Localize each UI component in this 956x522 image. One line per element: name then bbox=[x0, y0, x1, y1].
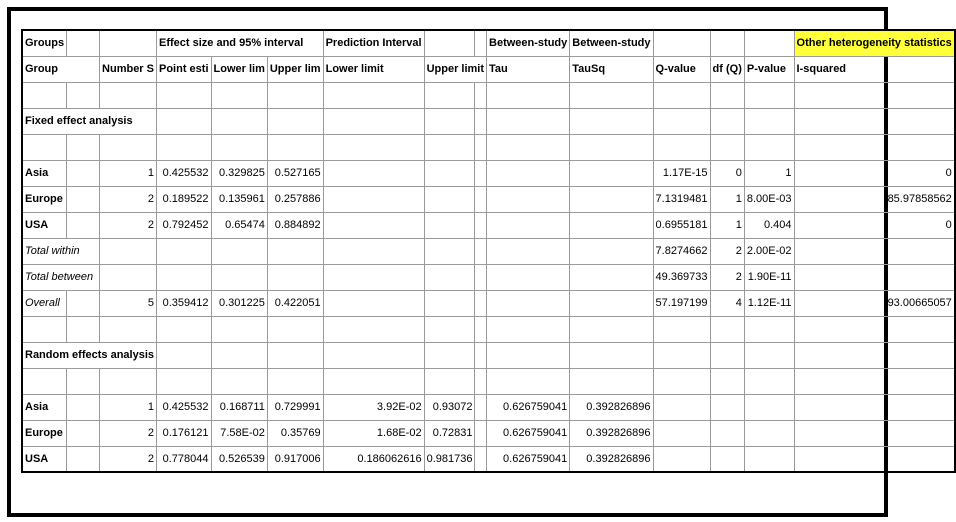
point-estimate[interactable]: 0.425532 bbox=[157, 160, 212, 186]
point-estimate[interactable]: 0.176121 bbox=[157, 420, 212, 446]
number-studies[interactable]: 1 bbox=[100, 160, 157, 186]
cell[interactable] bbox=[744, 30, 794, 56]
lower-limit[interactable]: 0.135961 bbox=[211, 186, 267, 212]
table-row bbox=[22, 160, 955, 186]
results-table bbox=[21, 29, 956, 473]
number-studies[interactable]: 1 bbox=[100, 394, 157, 420]
tausq[interactable]: 0.392826896 bbox=[570, 420, 653, 446]
number-studies[interactable]: 2 bbox=[100, 212, 157, 238]
prediction-upper[interactable]: 0.981736 bbox=[424, 446, 475, 472]
upper-limit[interactable]: 0.884892 bbox=[267, 212, 323, 238]
q-value[interactable]: 7.8274662 bbox=[653, 238, 710, 264]
i-squared[interactable]: 0 bbox=[794, 160, 955, 186]
lower-limit[interactable]: 0.329825 bbox=[211, 160, 267, 186]
tau[interactable]: 0.626759041 bbox=[487, 446, 570, 472]
df-q[interactable]: 2 bbox=[710, 238, 744, 264]
q-value[interactable]: 1.17E-15 bbox=[653, 160, 710, 186]
header-row-2 bbox=[22, 56, 955, 82]
prediction-upper[interactable]: 0.72831 bbox=[424, 420, 475, 446]
cell[interactable] bbox=[653, 30, 710, 56]
header-df-q[interactable]: df (Q) bbox=[710, 56, 744, 82]
header-upper-limit[interactable]: Upper lim bbox=[267, 56, 323, 82]
upper-limit[interactable]: 0.917006 bbox=[267, 446, 323, 472]
q-value[interactable]: 49.369733 bbox=[653, 264, 710, 290]
header-group[interactable]: Group bbox=[22, 56, 100, 82]
tausq[interactable]: 0.392826896 bbox=[570, 394, 653, 420]
number-studies[interactable]: 2 bbox=[100, 420, 157, 446]
table-row bbox=[22, 446, 955, 472]
df-q[interactable]: 1 bbox=[710, 212, 744, 238]
upper-limit[interactable]: 0.729991 bbox=[267, 394, 323, 420]
prediction-lower[interactable]: 0.186062616 bbox=[323, 446, 424, 472]
group-name[interactable]: USA bbox=[22, 446, 67, 472]
i-squared[interactable]: 0 bbox=[794, 212, 955, 238]
number-studies[interactable]: 2 bbox=[100, 446, 157, 472]
upper-limit[interactable]: 0.527165 bbox=[267, 160, 323, 186]
cell[interactable] bbox=[67, 30, 100, 56]
blank-row bbox=[22, 134, 955, 160]
df-q[interactable]: 2 bbox=[710, 264, 744, 290]
header-point-estimate[interactable]: Point esti bbox=[157, 56, 212, 82]
fixed-effect-title[interactable]: Fixed effect analysis bbox=[22, 108, 157, 134]
header-prediction-interval[interactable]: Prediction Interval bbox=[323, 30, 424, 56]
header-tau[interactable]: Tau bbox=[487, 56, 570, 82]
point-estimate[interactable]: 0.792452 bbox=[157, 212, 212, 238]
blank-row bbox=[22, 316, 955, 342]
header-pred-upper[interactable]: Upper limit bbox=[424, 56, 486, 82]
total-between-label[interactable]: Total between bbox=[22, 264, 100, 290]
group-name[interactable]: Asia bbox=[22, 160, 67, 186]
header-tausq[interactable]: TauSq bbox=[570, 56, 653, 82]
tausq[interactable]: 0.392826896 bbox=[570, 446, 653, 472]
q-value[interactable]: 0.6955181 bbox=[653, 212, 710, 238]
random-section-row bbox=[22, 342, 955, 368]
point-estimate[interactable]: 0.778044 bbox=[157, 446, 212, 472]
cell[interactable] bbox=[710, 30, 744, 56]
tau[interactable]: 0.626759041 bbox=[487, 394, 570, 420]
header-p-value[interactable]: P-value bbox=[744, 56, 794, 82]
header-pred-lower[interactable]: Lower limit bbox=[323, 56, 424, 82]
prediction-lower[interactable]: 1.68E-02 bbox=[323, 420, 424, 446]
total-between-row bbox=[22, 264, 955, 290]
point-estimate[interactable]: 0.359412 bbox=[157, 290, 212, 316]
p-value[interactable]: 0.404 bbox=[744, 212, 794, 238]
p-value[interactable]: 1 bbox=[744, 160, 794, 186]
q-value[interactable]: 57.197199 bbox=[653, 290, 710, 316]
group-name[interactable]: Asia bbox=[22, 394, 67, 420]
i-squared[interactable]: 85.97858562 bbox=[794, 186, 955, 212]
header-between-study-tausq[interactable]: Between-study bbox=[570, 30, 653, 56]
header-q-value[interactable]: Q-value bbox=[653, 56, 710, 82]
number-studies[interactable]: 5 bbox=[100, 290, 157, 316]
cell[interactable] bbox=[475, 30, 487, 56]
lower-limit[interactable]: 0.65474 bbox=[211, 212, 267, 238]
number-studies[interactable]: 2 bbox=[100, 186, 157, 212]
spreadsheet-grid bbox=[21, 29, 956, 473]
lower-limit[interactable]: 7.58E-02 bbox=[211, 420, 267, 446]
overall-label[interactable]: Overall bbox=[22, 290, 67, 316]
cell[interactable] bbox=[424, 30, 475, 56]
p-value[interactable]: 1.12E-11 bbox=[744, 290, 794, 316]
header-i-squared[interactable]: I-squared bbox=[794, 56, 955, 82]
df-q[interactable]: 4 bbox=[710, 290, 744, 316]
point-estimate[interactable]: 0.189522 bbox=[157, 186, 212, 212]
header-number-studies[interactable]: Number S bbox=[100, 56, 157, 82]
table-row bbox=[22, 212, 955, 238]
group-name[interactable]: Europe bbox=[22, 420, 67, 446]
lower-limit[interactable]: 0.168711 bbox=[211, 394, 267, 420]
header-effect-size[interactable]: Effect size and 95% interval bbox=[157, 30, 324, 56]
p-value[interactable]: 8.00E-03 bbox=[744, 186, 794, 212]
df-q[interactable]: 1 bbox=[710, 186, 744, 212]
upper-limit[interactable]: 0.422051 bbox=[267, 290, 323, 316]
total-within-row bbox=[22, 238, 955, 264]
lower-limit[interactable]: 0.526539 bbox=[211, 446, 267, 472]
upper-limit[interactable]: 0.257886 bbox=[267, 186, 323, 212]
group-name[interactable]: USA bbox=[22, 212, 67, 238]
header-other-heterogeneity[interactable]: Other heterogeneity statistics bbox=[794, 30, 955, 56]
p-value[interactable]: 1.90E-11 bbox=[744, 264, 794, 290]
spreadsheet-frame bbox=[7, 7, 952, 517]
total-within-label[interactable]: Total within bbox=[22, 238, 100, 264]
i-squared[interactable]: 93.00665057 bbox=[794, 290, 955, 316]
header-between-study-tau[interactable]: Between-study bbox=[487, 30, 570, 56]
header-groups[interactable]: Groups bbox=[22, 30, 67, 56]
table-row bbox=[22, 186, 955, 212]
header-lower-limit[interactable]: Lower lim bbox=[211, 56, 267, 82]
upper-limit[interactable]: 0.35769 bbox=[267, 420, 323, 446]
header-row-1 bbox=[22, 30, 955, 56]
fixed-section-row bbox=[22, 108, 955, 134]
p-value[interactable]: 2.00E-02 bbox=[744, 238, 794, 264]
table-row bbox=[22, 420, 955, 446]
table-row bbox=[22, 394, 955, 420]
point-estimate[interactable]: 0.425532 bbox=[157, 394, 212, 420]
random-effects-title[interactable]: Random effects analysis bbox=[22, 342, 157, 368]
lower-limit[interactable]: 0.301225 bbox=[211, 290, 267, 316]
prediction-lower[interactable]: 3.92E-02 bbox=[323, 394, 424, 420]
blank-row bbox=[22, 368, 955, 394]
df-q[interactable]: 0 bbox=[710, 160, 744, 186]
blank-row bbox=[22, 82, 955, 108]
cell[interactable] bbox=[100, 30, 157, 56]
q-value[interactable]: 7.1319481 bbox=[653, 186, 710, 212]
prediction-upper[interactable]: 0.93072 bbox=[424, 394, 475, 420]
group-name[interactable]: Europe bbox=[22, 186, 67, 212]
tau[interactable]: 0.626759041 bbox=[487, 420, 570, 446]
overall-row bbox=[22, 290, 955, 316]
